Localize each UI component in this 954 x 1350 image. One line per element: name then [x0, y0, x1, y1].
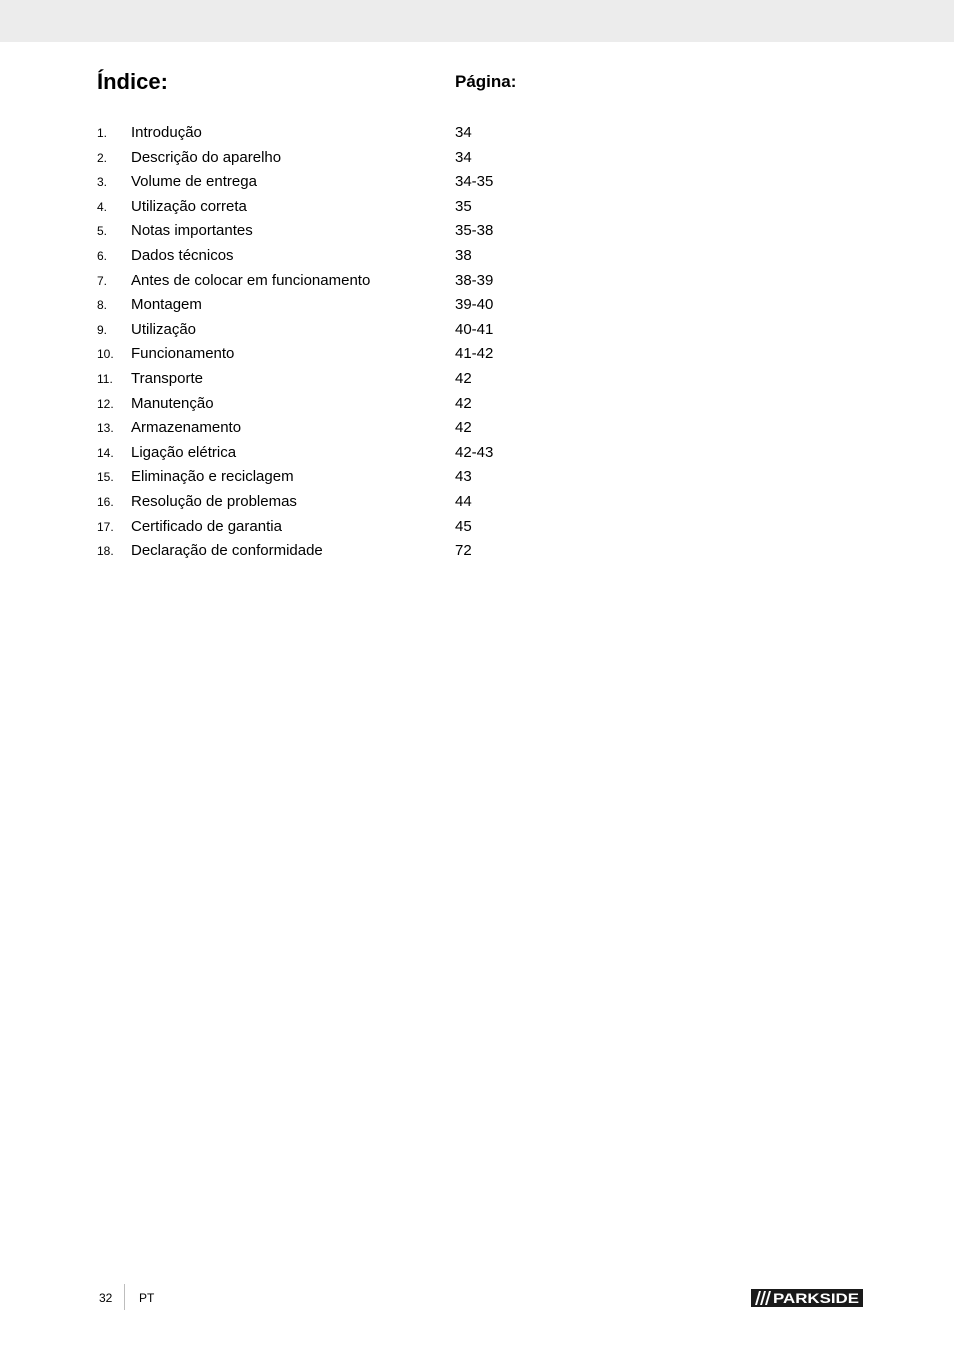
toc-entry-page: 72 — [455, 542, 472, 560]
toc-entry-number: 6. — [97, 248, 108, 263]
toc-entry-number: 7. — [97, 273, 108, 288]
toc-entry-number: 18. — [97, 544, 114, 559]
toc-entry-page: 35-38 — [455, 222, 494, 240]
toc-entry — [97, 490, 597, 515]
toc-entry-label: Transporte — [131, 369, 203, 387]
toc-entry-page: 42 — [455, 419, 472, 437]
toc-entry — [97, 367, 597, 392]
toc-entry-number: 17. — [97, 519, 114, 534]
table-of-contents — [97, 121, 597, 564]
toc-entry-number: 13. — [97, 421, 114, 436]
toc-entry-page: 44 — [455, 492, 472, 510]
toc-entry — [97, 170, 597, 195]
toc-entry-number: 16. — [97, 494, 114, 509]
toc-entry-page: 42 — [455, 394, 472, 412]
toc-entry-label: Utilização — [131, 320, 197, 338]
toc-entry-page: 35 — [455, 197, 472, 215]
toc-entry — [97, 244, 597, 269]
toc-entry-page: 40-41 — [455, 320, 494, 338]
toc-entry-number: 14. — [97, 445, 114, 460]
toc-entry-page: 38-39 — [455, 271, 494, 289]
toc-entry-label: Funcionamento — [131, 345, 235, 363]
toc-entry — [97, 515, 597, 540]
toc-entry-label: Montagem — [131, 296, 202, 314]
toc-entry-label: Utilização correta — [131, 197, 247, 215]
toc-entry-number: 9. — [97, 322, 108, 337]
toc-entry-page: 34-35 — [455, 173, 494, 191]
toc-entry-label: Descrição do aparelho — [131, 148, 282, 166]
toc-entry-label: Manutenção — [131, 394, 214, 412]
toc-entry-page: 42-43 — [455, 443, 494, 461]
page-column-header: Página: — [455, 72, 517, 91]
footer-language: PT — [139, 1291, 155, 1305]
toc-entry-number: 1. — [97, 126, 108, 140]
toc-entry-label: Antes de colocar em funcionamento — [131, 271, 371, 289]
toc-entry-number: 12. — [97, 396, 114, 411]
toc-entry-label: Dados técnicos — [131, 246, 234, 264]
toc-entry-number: 8. — [97, 298, 108, 313]
toc-entry — [97, 195, 597, 220]
toc-entry-label: Certificado de garantia — [131, 517, 282, 535]
toc-entry-label: Introdução — [131, 124, 202, 141]
toc-entry-page: 43 — [455, 468, 472, 486]
toc-entry-label: Ligação elétrica — [131, 443, 237, 461]
toc-entry-page: 45 — [455, 517, 472, 535]
top-band — [0, 0, 954, 42]
toc-entry — [97, 392, 597, 417]
toc-entry-label: Eliminação e reciclagem — [131, 468, 294, 486]
toc-entry-page: 34 — [455, 124, 472, 141]
footer-page-number: 32 — [99, 1291, 113, 1305]
svg-text:PARKSIDE: PARKSIDE — [773, 1290, 859, 1306]
toc-entry-page: 34 — [455, 148, 472, 166]
parkside-logo — [751, 1289, 863, 1307]
toc-entry-number: 2. — [97, 150, 108, 165]
toc-entry-label: Declaração de conformidade — [131, 542, 323, 560]
page-title: Índice: — [97, 69, 168, 94]
toc-entry-page: 38 — [455, 246, 472, 264]
toc-entry — [97, 293, 597, 318]
toc-entry-label: Armazenamento — [131, 419, 242, 437]
toc-entry-label: Volume de entrega — [131, 173, 257, 191]
toc-entry — [97, 219, 597, 244]
toc-entry — [97, 342, 597, 367]
toc-entry-page: 41-42 — [455, 345, 494, 363]
footer-divider — [124, 1284, 125, 1310]
toc-entry-page: 39-40 — [455, 296, 494, 314]
toc-entry — [97, 441, 597, 466]
toc-entry-number: 11. — [97, 371, 113, 386]
toc-entry — [97, 146, 597, 171]
toc-entry-page: 42 — [455, 369, 472, 387]
toc-entry — [97, 416, 597, 441]
toc-entry-number: 3. — [97, 175, 108, 190]
toc-entry — [97, 465, 597, 490]
toc-entry-number: 15. — [97, 470, 114, 485]
toc-entry-number: 5. — [97, 224, 108, 239]
toc-entry-label: Notas importantes — [131, 222, 253, 240]
toc-entry — [97, 318, 597, 343]
toc-entry-label: Resolução de problemas — [131, 492, 297, 510]
toc-entry — [97, 269, 597, 294]
toc-entry-number: 10. — [97, 347, 114, 362]
toc-entry — [97, 121, 597, 146]
toc-entry-number: 4. — [97, 199, 108, 214]
toc-entry — [97, 539, 597, 564]
